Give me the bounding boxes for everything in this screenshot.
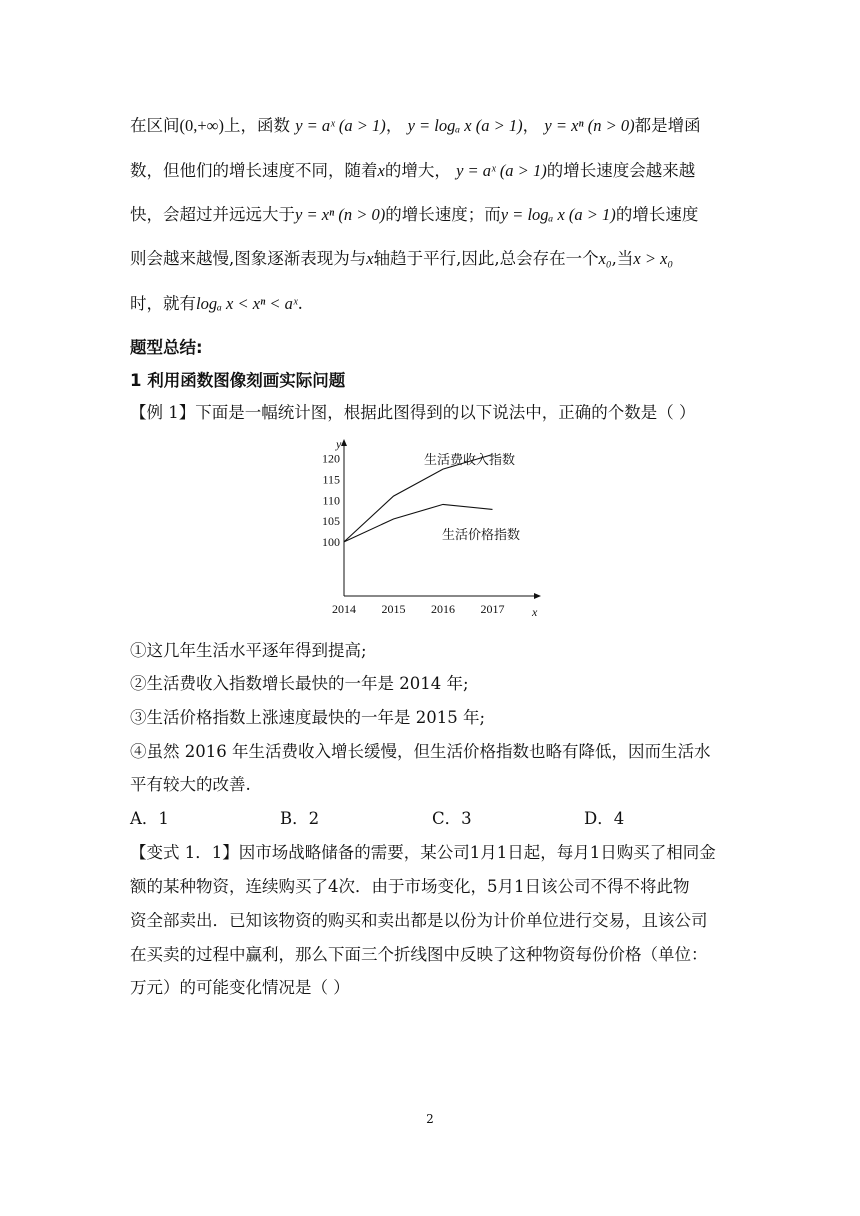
statistics-chart	[318, 436, 550, 626]
section-heading: 1 利用函数图像刻画实际问题	[130, 371, 346, 390]
page-number: 2	[426, 1112, 434, 1126]
y-axis-label: y	[336, 437, 342, 451]
variant-line-1: 【变式 1．1】因市场战略储备的需要，某公司1月1日起，每月1日购买了相同金	[130, 843, 716, 862]
variant-line-3: 资全部卖出．已知该物资的购买和卖出都是以份为计价单位进行交易，且该公司	[130, 911, 708, 930]
legend-price: 生活价格指数	[442, 527, 521, 542]
x-axis-arrow	[534, 593, 541, 599]
statement-2: ②生活费收入指数增长最快的一年是 2014 年;	[130, 674, 469, 693]
y-axis-arrow	[341, 439, 347, 446]
option-c[interactable]: C．3	[432, 809, 472, 828]
y-tick-100: 100	[322, 534, 340, 549]
intro-line-5: 时，就有logₐ x < xⁿ < aˣ.	[130, 294, 303, 313]
statement-1: ①这几年生活水平逐年得到提高;	[130, 641, 367, 660]
example-text: 下面是一幅统计图，根据此图得到的以下说法中，正确的个数是（ ）	[195, 403, 696, 422]
intro-line-2: 数，但他们的增长速度不同，随着x的增大， y = aˣ (a > 1)的增长速度会越来越	[130, 161, 696, 180]
x-tick-2014: 2014	[332, 602, 356, 616]
formula-log: y = logₐ x (a > 1)	[407, 116, 523, 135]
y-tick-105: 105	[322, 514, 340, 529]
intro-line-1: 在区间(0,+∞)上，函数 y = aˣ (a > 1)， y = logₐ x (a > 1)， y = xⁿ (n > 0)都是增函	[130, 116, 701, 135]
variant-label: 【变式 1．1】	[130, 843, 239, 862]
y-tick-115: 115	[322, 472, 340, 487]
legend-income: 生活费收入指数	[424, 452, 516, 467]
option-b[interactable]: B．2	[280, 809, 320, 828]
y-tick-110: 110	[322, 493, 340, 508]
x-tick-labels	[332, 602, 504, 616]
variant-line-5: 万元）的可能变化情况是（ ）	[130, 978, 350, 997]
option-a[interactable]: A．1	[130, 809, 169, 828]
x-tick-2017: 2017	[480, 602, 505, 616]
statement-4: ④虽然 2016 年生活费收入增长缓慢，但生活价格指数也略有降低，因而生活水	[130, 742, 711, 761]
summary-heading: 题型总结:	[130, 338, 203, 357]
interval: (0,+∞)	[179, 116, 224, 135]
variant-line-4: 在买卖的过程中赢利，那么下面三个折线图中反映了这种物资每份价格（单位：	[130, 945, 708, 964]
variant-line-2: 额的某种物资，连续购买了4次．由于市场变化，5月1日该公司不得不将此物	[130, 877, 690, 896]
y-tick-labels	[322, 452, 340, 549]
intro-line-4: 则会越来越慢,图象逐渐表现为与x轴趋于平行,因此,总会存在一个x₀,当x > x₀	[130, 249, 674, 268]
intro-line-3: 快，会超过并远远大于y = xⁿ (n > 0)的增长速度；而y = logₐ x (a > 1)的增长速度	[130, 205, 699, 224]
formula-power: y = xⁿ (n > 0)	[544, 116, 635, 135]
x-tick-2016: 2016	[430, 602, 455, 616]
example-label: 【例 1】	[130, 403, 196, 422]
formula-exp: y = aˣ (a > 1)	[295, 116, 386, 135]
y-tick-120: 120	[322, 451, 340, 466]
option-d[interactable]: D．4	[584, 809, 625, 828]
statement-4-cont: 平有较大的改善.	[130, 775, 251, 794]
x-axis-label: x	[532, 605, 538, 619]
example-1	[130, 402, 730, 424]
statement-3: ③生活价格指数上涨速度最快的一年是 2015 年;	[130, 708, 486, 727]
x-tick-2015: 2015	[381, 602, 406, 616]
